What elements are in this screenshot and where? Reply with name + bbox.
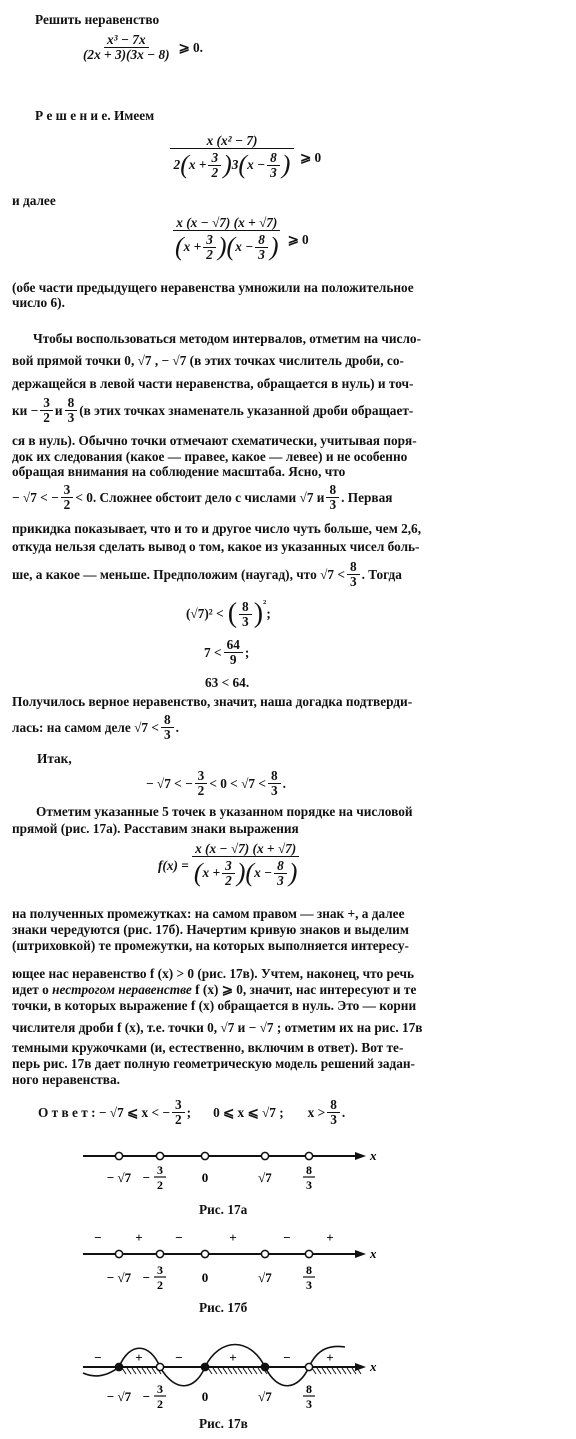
hatch-stroke bbox=[238, 1368, 242, 1374]
figure-17b bbox=[0, 1232, 576, 1312]
hatch-stroke bbox=[332, 1368, 336, 1374]
hatch-stroke bbox=[243, 1368, 247, 1374]
para3-line-2: прямой (рис. 17а). Расставим знаки выражения bbox=[12, 821, 299, 836]
para3-line-12: ного неравенства. bbox=[12, 1072, 120, 1087]
arrow-head bbox=[355, 1250, 366, 1258]
note-line-2: число 6). bbox=[12, 295, 65, 310]
para2-line-2: лась: на самом деле √7 < 8 3 . bbox=[12, 712, 179, 742]
sign-mark: + bbox=[135, 1350, 143, 1365]
open-point bbox=[156, 1250, 163, 1257]
para1-line-5: ся в нуль). Обычно точки отмечают схематически, учитывая поря- bbox=[12, 433, 417, 448]
caption-17c: Рис. 17в bbox=[199, 1416, 248, 1431]
calc-line-1: (√7)² < ( 8 3 ) ² ; bbox=[186, 598, 271, 629]
tick-fraction-den: 3 bbox=[306, 1278, 312, 1292]
hatch-stroke bbox=[337, 1368, 341, 1374]
figure-17c bbox=[0, 1335, 576, 1419]
hatch-stroke bbox=[347, 1368, 351, 1374]
sign-mark: + bbox=[326, 1232, 334, 1245]
para1-line-7: обращая внимания на соблюдение масштаба. Ясно, что bbox=[12, 464, 346, 479]
tick-fraction-den: 3 bbox=[306, 1178, 312, 1192]
sign-mark: + bbox=[229, 1350, 237, 1365]
tick-label: − √7 bbox=[106, 1270, 132, 1285]
para1-line-10: откуда нельзя сделать вывод о том, какое из указанных чисел боль- bbox=[12, 539, 420, 554]
axis-variable-label: x bbox=[370, 1246, 377, 1261]
sign-mark: − bbox=[175, 1232, 183, 1245]
tick-fraction-num: 8 bbox=[306, 1263, 312, 1277]
sign-mark: + bbox=[229, 1232, 237, 1245]
calc-line-3: 63 < 64. bbox=[205, 675, 250, 690]
function-definition: f(x) = x (x − √7) (x + √7) ( x + $\frac{3}{2}$ )( x − $\frac{8}{3}$ ) bbox=[158, 841, 298, 888]
para3-line-1: Отметим указанные 5 точек в указанном порядке на числовой bbox=[36, 804, 413, 819]
open-point bbox=[201, 1250, 208, 1257]
hatch-stroke bbox=[322, 1368, 326, 1374]
sign-mark: − bbox=[94, 1350, 102, 1365]
open-point bbox=[201, 1152, 208, 1159]
hatch-stroke bbox=[327, 1368, 331, 1374]
hatch-stroke bbox=[228, 1368, 232, 1374]
para1-line-9: прикидка показывает, что и то и другое число чуть больше, чем 2,6, bbox=[12, 521, 422, 536]
para3-line-7: идет о нестрогом неравенстве f (x) ⩾ 0, значит, нас интересуют и те bbox=[12, 982, 417, 997]
caption-17b: Рис. 17б bbox=[199, 1300, 248, 1315]
para2-line-1: Получилось верное неравенство, значит, наша догадка подтверди- bbox=[12, 694, 413, 709]
sign-mark: − bbox=[94, 1232, 102, 1245]
open-point bbox=[305, 1152, 312, 1159]
hatch-stroke bbox=[218, 1368, 222, 1374]
inequality-chain: − √7 < − $\frac{3}{2}$ < 0 < √7 < 8 3 . bbox=[146, 768, 286, 798]
problem-inequality: x³ − 7x (2x + 3)(3x − 8) ⩾ 0. bbox=[83, 32, 203, 62]
tick-label: √7 bbox=[258, 1170, 272, 1185]
sign-mark: − bbox=[283, 1232, 291, 1245]
para3-line-9: числителя дроби f (x), т.е. точки 0, √7 и − √7 ; отметим их на рис. 17в bbox=[12, 1020, 423, 1035]
calc-line-2: 7 < 64 9 ; bbox=[204, 637, 250, 667]
tick-fraction-num: 8 bbox=[306, 1382, 312, 1396]
tick-fraction-den: 3 bbox=[306, 1397, 312, 1411]
para1-line-2: вой прямой точки 0, √7 , − √7 (в этих точках числитель дроби, со- bbox=[12, 353, 404, 368]
para1-line-4: ки − $\frac{3}{2}$ и 8 3 (в этих точках знаменатель указанной дроби обращает- bbox=[12, 395, 414, 425]
tick-fraction-den: 2 bbox=[157, 1278, 163, 1292]
open-point bbox=[261, 1250, 268, 1257]
hatch-stroke bbox=[223, 1368, 227, 1374]
para3-line-6: ющее нас неравенство f (x) > 0 (рис. 17в). Учтем, наконец, что речь bbox=[12, 966, 414, 981]
equation-2: x (x − √7) (x + √7) ( x + $\frac{3}{2}$ )( x − $\frac{8}{3}$ ) ⩾ 0 bbox=[175, 215, 309, 262]
hatch-stroke bbox=[152, 1368, 156, 1374]
answer-line: О т в е т : − √7 ⩽ x < − $\frac{3}{2}$ ; 0 ⩽ x ⩽ √7 ; x > 8 3 . bbox=[38, 1097, 346, 1127]
sign-mark: + bbox=[135, 1232, 143, 1245]
filled-point bbox=[201, 1363, 208, 1370]
open-point bbox=[261, 1152, 268, 1159]
axis-variable-label: x bbox=[370, 1148, 377, 1163]
tick-label: 0 bbox=[201, 1270, 209, 1285]
para1-line-1: Чтобы воспользоваться методом интервалов, отметим на число- bbox=[33, 331, 421, 346]
para1-line-3: держащейся в левой части неравенства, обращается в нуль) и точ- bbox=[12, 376, 414, 391]
sign-mark: + bbox=[326, 1350, 334, 1365]
tick-label: − bbox=[142, 1170, 150, 1185]
tick-fraction-num: 8 bbox=[306, 1163, 312, 1177]
sign-mark: − bbox=[283, 1350, 291, 1365]
tick-label: √7 bbox=[258, 1389, 272, 1404]
hatch-stroke bbox=[127, 1368, 131, 1374]
para1-line-6: док их следования (какое — правее, какое — левее) и не особенно bbox=[12, 449, 408, 464]
hatch-stroke bbox=[132, 1368, 136, 1374]
open-point bbox=[156, 1363, 163, 1370]
arrow-head bbox=[355, 1363, 366, 1371]
tick-label: 0 bbox=[201, 1170, 209, 1185]
para3-line-8: точки, в которых выражение f (x) обращается в нуль. Это — корни bbox=[12, 998, 417, 1013]
hatch-stroke bbox=[147, 1368, 151, 1374]
tick-fraction-num: 3 bbox=[157, 1382, 163, 1396]
filled-point bbox=[115, 1363, 122, 1370]
open-point bbox=[156, 1152, 163, 1159]
sign-mark: − bbox=[175, 1350, 183, 1365]
hatch-stroke bbox=[253, 1368, 257, 1374]
open-point bbox=[115, 1152, 122, 1159]
open-point bbox=[305, 1363, 312, 1370]
tick-label: − bbox=[142, 1389, 150, 1404]
tick-fraction-den: 2 bbox=[157, 1397, 163, 1411]
para3-line-5: (штриховкой) те промежутки, на которых выполняется интересу- bbox=[12, 938, 409, 953]
equation-1: x (x² − 7) 2 ( x + $\frac{3}{2}$ ) 3 ( x − $\frac{8}{3}$ ) ⩾ 0 bbox=[168, 134, 321, 181]
open-point bbox=[305, 1250, 312, 1257]
axis-variable-label: x bbox=[370, 1359, 377, 1374]
and-further-text: и далее bbox=[12, 193, 56, 208]
para3-line-10: темными кружочками (и, естественно, включим в ответ). Вот те- bbox=[12, 1040, 404, 1055]
tick-label: √7 bbox=[258, 1270, 272, 1285]
hatch-stroke bbox=[213, 1368, 217, 1374]
para1-line-8: − √7 < − $\frac{3}{2}$ < 0. Сложнее обстоит дело с числами √7 и 8 3 . Первая bbox=[12, 482, 393, 512]
tick-label: − bbox=[142, 1270, 150, 1285]
tick-label: − √7 bbox=[106, 1170, 132, 1185]
note-line-1: (обе части предыдущего неравенства умножили на положительное bbox=[12, 280, 414, 295]
para3-line-11: перь рис. 17в дает полную геометрическую модель решений задан- bbox=[12, 1056, 415, 1071]
open-point bbox=[115, 1250, 122, 1257]
para3-line-4: знаки чередуются (рис. 17б). Начертим кривую знаков и выделим bbox=[12, 922, 409, 937]
arrow-head bbox=[355, 1152, 366, 1160]
filled-point bbox=[261, 1363, 268, 1370]
hatch-stroke bbox=[342, 1368, 346, 1374]
tick-label: − √7 bbox=[106, 1389, 132, 1404]
solution-heading: Р е ш е н и е. Имеем bbox=[35, 108, 155, 123]
tick-fraction-num: 3 bbox=[157, 1263, 163, 1277]
tick-fraction-den: 2 bbox=[157, 1178, 163, 1192]
problem-title: Решить неравенство bbox=[35, 12, 160, 27]
caption-17a: Рис. 17а bbox=[199, 1202, 248, 1217]
tick-fraction-num: 3 bbox=[157, 1163, 163, 1177]
itak-text: Итак, bbox=[37, 751, 72, 766]
para3-line-3: на полученных промежутках: на самом правом — знак +, а далее bbox=[12, 906, 405, 921]
hatch-stroke bbox=[233, 1368, 237, 1374]
hatch-stroke bbox=[248, 1368, 252, 1374]
para1-line-11: ше, а какое — меньше. Предположим (наугад), что √7 < 8 3 . Тогда bbox=[12, 559, 402, 589]
figure-17a bbox=[0, 1140, 576, 1220]
tick-label: 0 bbox=[201, 1389, 209, 1404]
hatch-stroke bbox=[317, 1368, 321, 1374]
hatch-stroke bbox=[137, 1368, 141, 1374]
hatch-stroke bbox=[142, 1368, 146, 1374]
